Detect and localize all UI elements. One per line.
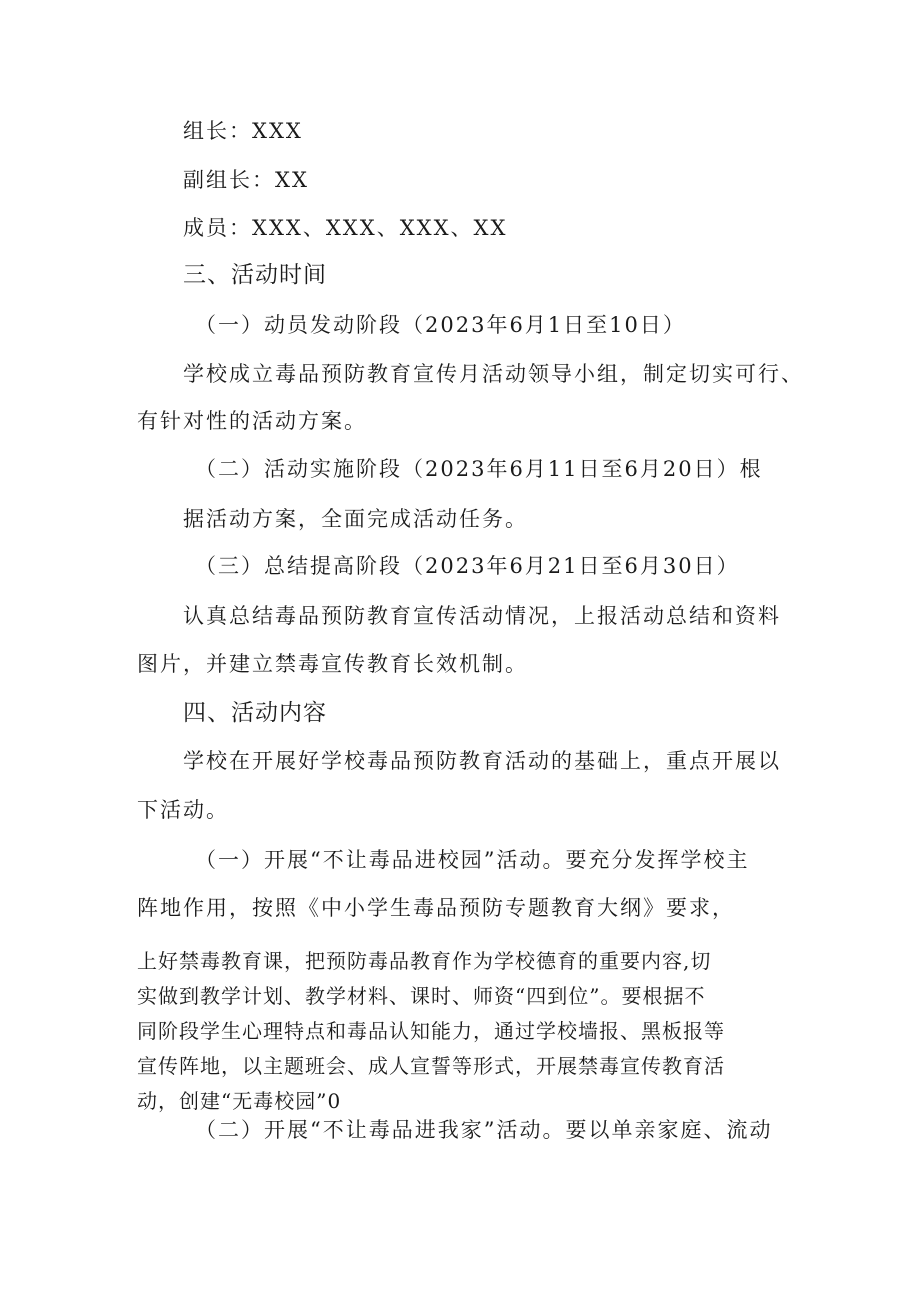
section4-heading: 四、活动内容 [183, 700, 327, 726]
item1-line: 阵地作用，按照《中小学生毒品预防专题教育大纲》要求， [137, 896, 735, 920]
phase3-body-line: 图片，并建立禁毒宣传教育长效机制。 [137, 652, 528, 676]
phase3-body-line: 认真总结毒品预防教育宣传活动情况，上报活动总结和资料 [183, 604, 781, 628]
item1-line: 同阶段学生心理特点和毒品认知能力，通过学校墙报、黑板报等 [137, 1019, 725, 1043]
team-leader: 组长：XXX [183, 119, 303, 143]
phase2-body-line: 据活动方案，全面完成活动任务。 [183, 507, 528, 531]
item1-line: 宣传阵地，以主题班会、成人宣誓等形式，开展禁毒宣传教育活 [137, 1054, 725, 1078]
section4-intro-line: 学校在开展好学校毒品预防教育活动的基础上，重点开展以 [183, 749, 781, 773]
phase3-title: （三）总结提高阶段（2023年6月21日至6月30日） [195, 554, 740, 578]
phase1-title: （一）动员发动阶段（2023年6月1日至10日） [195, 313, 686, 337]
phase2-title: （二）活动实施阶段（2023年6月11日至6月20日）根 [195, 457, 763, 481]
section3-heading: 三、活动时间 [183, 262, 327, 288]
section4-intro-line: 下活动。 [137, 798, 229, 822]
phase1-body-line: 学校成立毒品预防教育宣传月活动领导小组，制定切实可行、 [183, 362, 804, 386]
item1-line: 上好禁毒教育课，把预防毒品教育作为学校德育的重要内容,切 [137, 949, 712, 973]
team-deputy: 副组长：XX [183, 168, 309, 192]
phase1-body-line: 有针对性的活动方案。 [137, 409, 367, 433]
team-members: 成员：XXX、XXX、XXX、XX [183, 216, 508, 240]
item1-line: 动，创建“无毒校园”0 [137, 1089, 342, 1113]
item1-line: 实做到教学计划、教学材料、课时、师资“四到位”。要根据不 [137, 984, 706, 1008]
item2-line: （二）开展“不让毒品进我家”活动。要以单亲家庭、流动 [195, 1118, 773, 1142]
item1-line: （一）开展“不让毒品进校园”活动。要充分发挥学校主 [195, 848, 750, 872]
